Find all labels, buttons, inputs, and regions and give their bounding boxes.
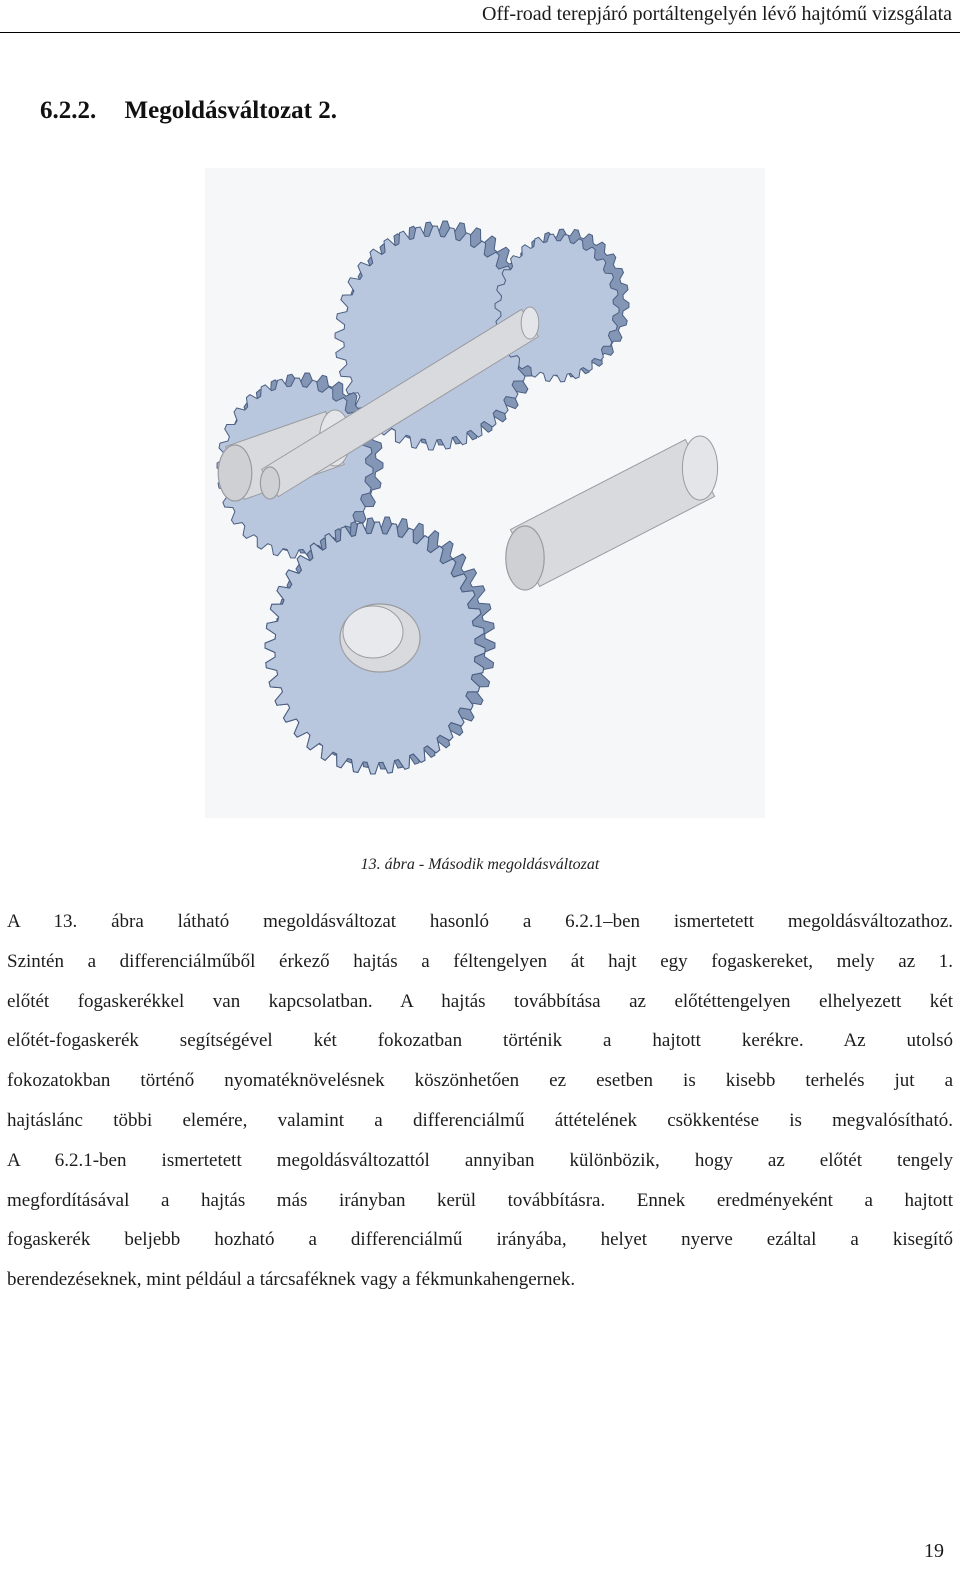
header-rule	[0, 32, 960, 33]
long-intermediate-shaft-end	[521, 307, 539, 339]
body-line: fogaskerék beljebb hozható a differenciálmű irányába, helyet nyerve ezáltal a kisegítő	[7, 1229, 953, 1251]
body-paragraph	[7, 902, 953, 1300]
left-shaft-stub-face	[218, 445, 252, 501]
long-intermediate-shaft-face	[260, 467, 279, 499]
body-line: A 6.2.1-ben ismertetett megoldásváltozattól annyiban különbözik, hogy az előtét tengely	[7, 1149, 953, 1171]
body-line: Szintén a differenciálműből érkező hajtás a féltengelyen át hajt egy fogaskereket, mely az 1.	[7, 950, 953, 972]
figure-caption: 13. ábra - Második megoldásváltozat	[360, 856, 600, 873]
page-number: 19	[924, 1540, 944, 1562]
body-line: előtét fogaskerékkel van kapcsolatban. A hajtás továbbítása az előtéttengelyen elhelyezett két	[7, 990, 953, 1012]
output-shaft-face	[506, 526, 544, 590]
front-hub-face	[343, 606, 403, 658]
section-title: Megoldásváltozat 2.	[124, 97, 337, 124]
body-line: A 13. ábra látható megoldásváltozat hasonló a 6.2.1–ben ismertetett megoldásváltozathoz.	[7, 911, 953, 932]
body-line: megfordításával a hajtás más irányban kerül továbbításra. Ennek eredményeként a hajtott	[7, 1189, 953, 1211]
body-line: hajtáslánc többi elemére, valamint a differenciálmű áttételének csökkentése is megvalósítható.	[7, 1109, 953, 1131]
body-line: berendezéseknek, mint például a tárcsaféknek vagy a fékmunkahengernek.	[7, 1269, 576, 1291]
section-number: 6.2.2.	[40, 97, 97, 124]
gear-assembly-figure	[205, 168, 765, 818]
body-line: fokozatokban történő nyomatéknövelésnek köszönhetően ez esetben is kisebb terhelés jut a	[7, 1070, 953, 1092]
body-line: előtét-fogaskerék segítségével két fokozatban történik a hajtott kerékre. Az utolsó	[7, 1030, 953, 1052]
running-header: Off-road terepjáró portáltengelyén lévő hajtómű vizsgálata	[482, 3, 952, 25]
section-heading	[40, 97, 337, 125]
output-shaft-end	[682, 436, 717, 500]
gear-assembly-illustration	[205, 168, 765, 818]
